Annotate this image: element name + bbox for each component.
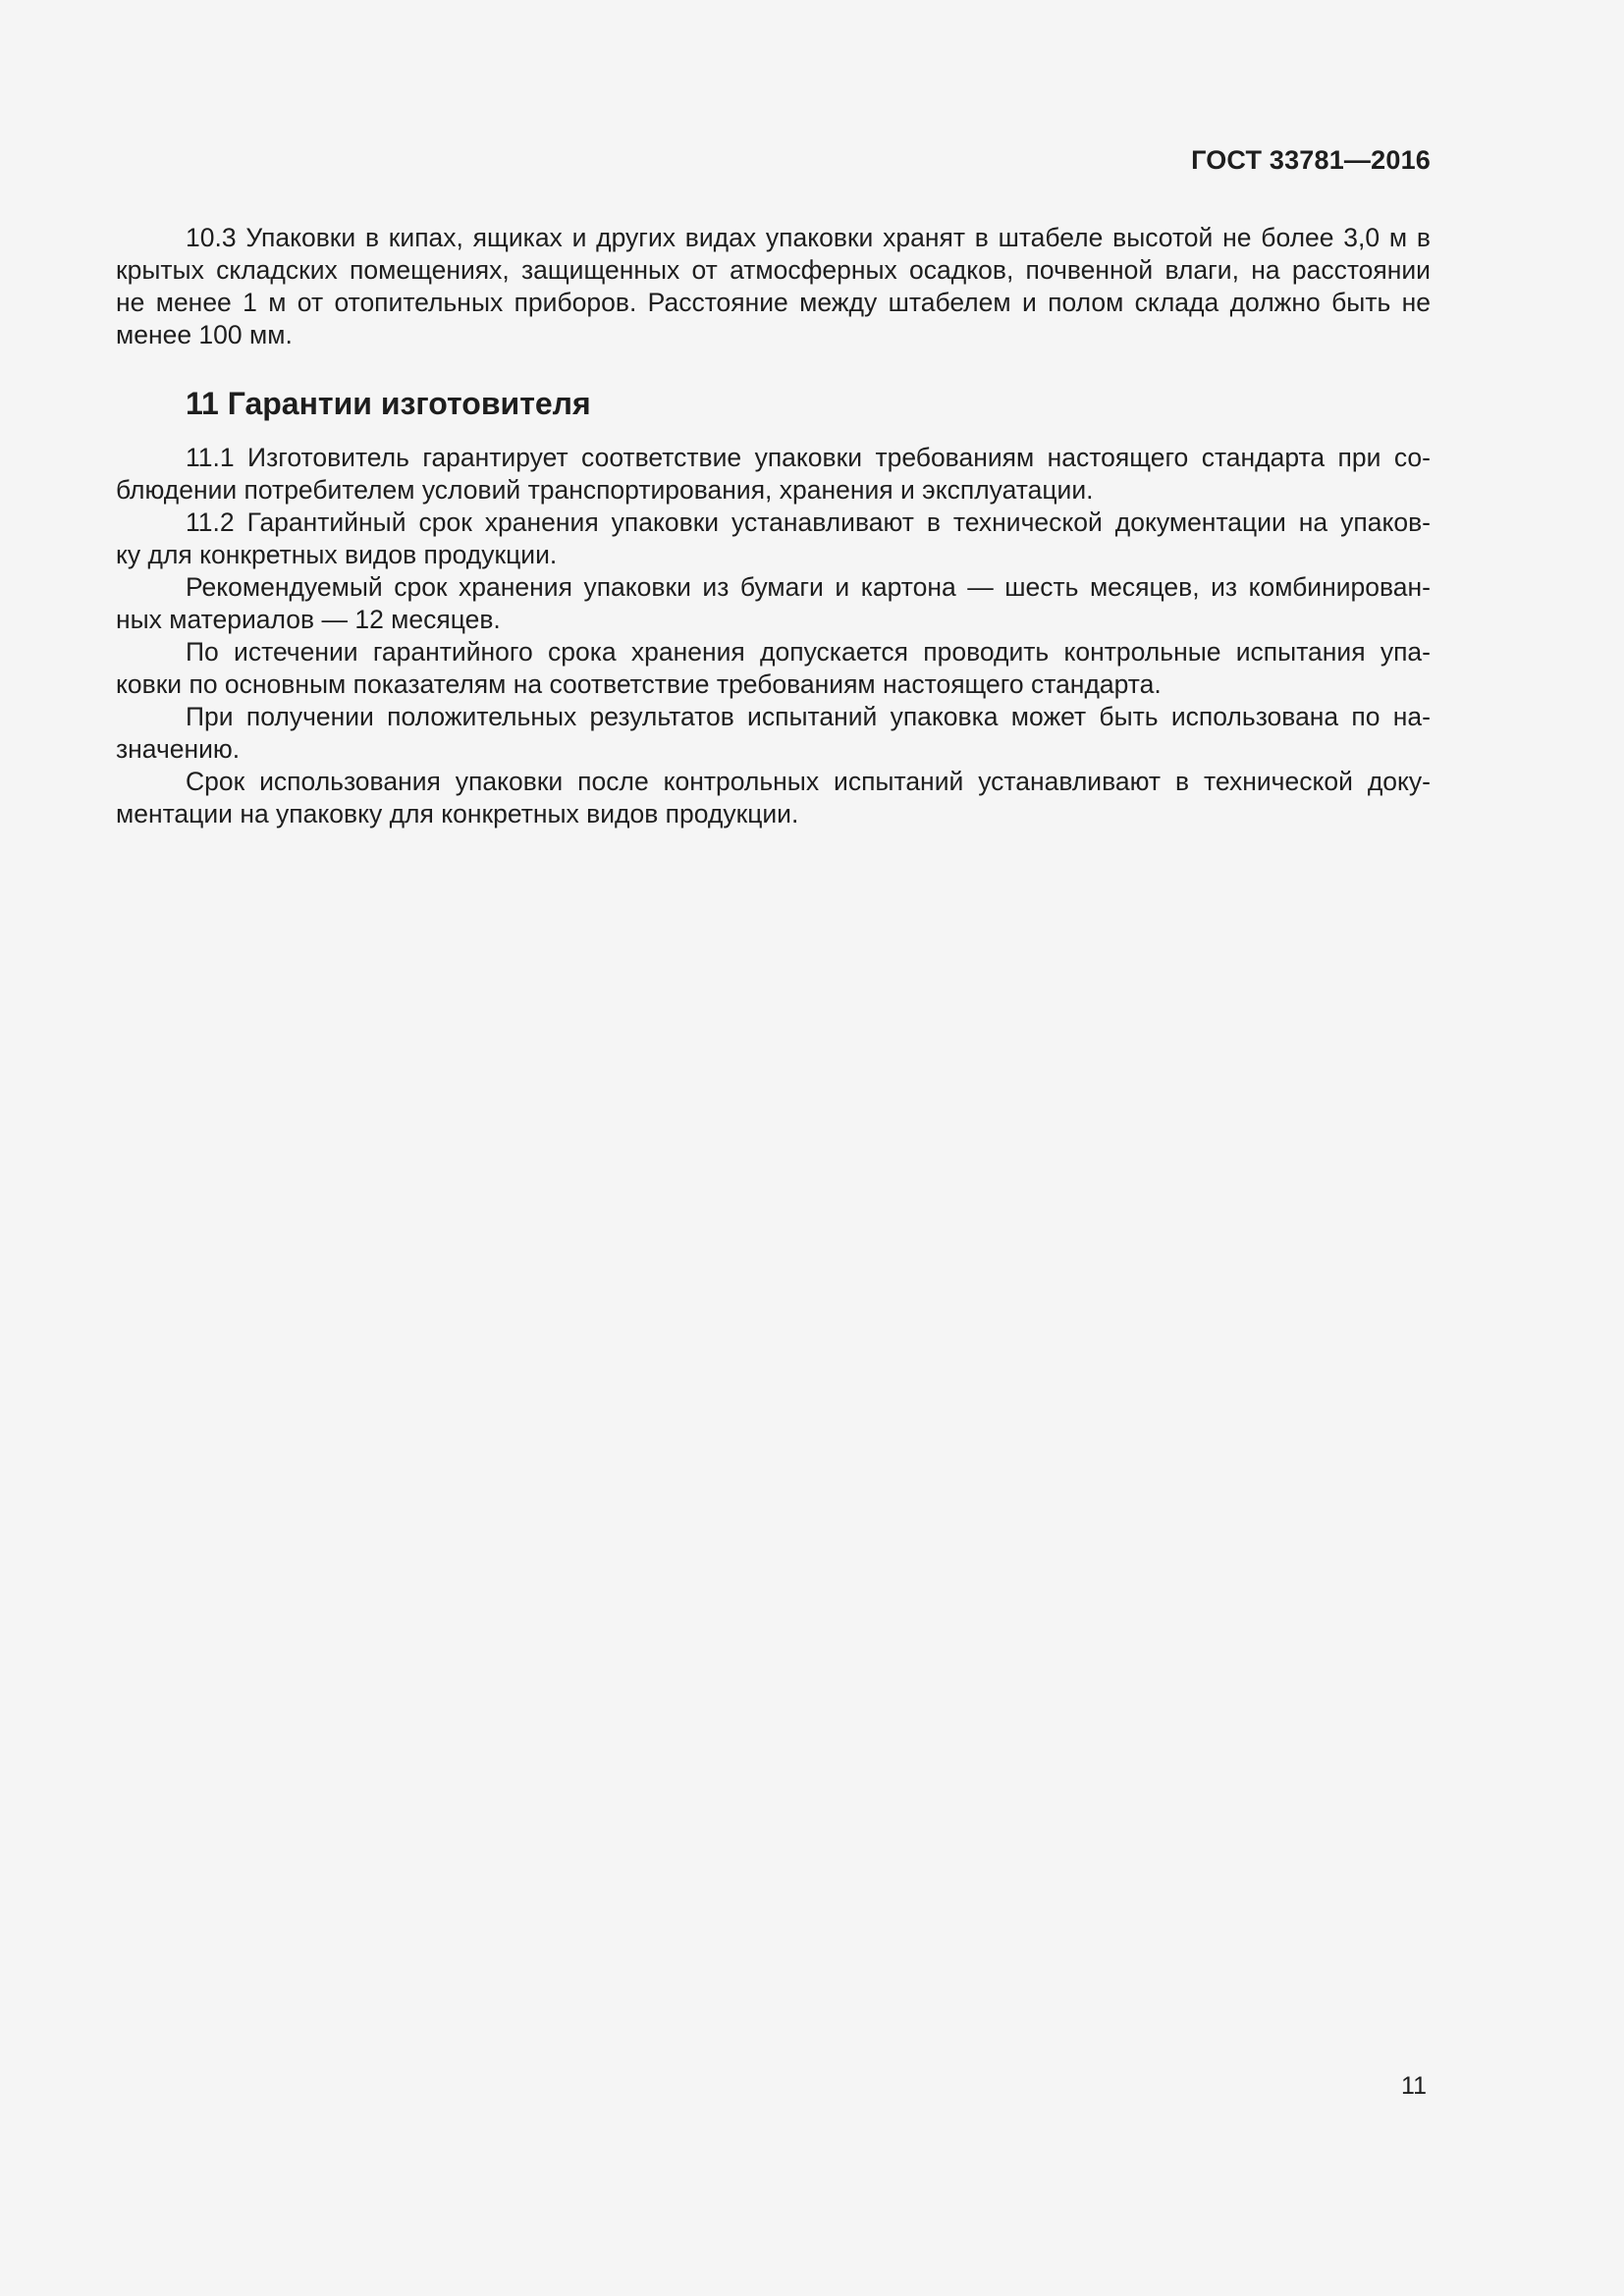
text-line: 11.1 Изготовитель гарантирует соответствие упаковки требованиям настоящего стандарта при со- (186, 443, 1431, 472)
paragraph-positive-results (116, 701, 1431, 766)
text-line: значению. (116, 734, 241, 764)
text-line: ковки по основным показателям на соответствие требованиям настоящего стандарта. (116, 669, 1162, 699)
page-number: 11 (1401, 2072, 1427, 2100)
paragraph-11-2 (116, 507, 1431, 571)
paragraph-11-1 (116, 442, 1431, 507)
text-line: Рекомендуемый срок хранения упаковки из бумаги и картона — шесть месяцев, из комбинирован- (186, 572, 1431, 602)
text-line: не менее 1 м от отопительных приборов. Расстояние между штабелем и полом склада должно быть не (116, 288, 1431, 317)
paragraph-usage-term (116, 766, 1431, 830)
paragraph-recommended-term (116, 571, 1431, 636)
text-line: Срок использования упаковки после контрольных испытаний устанавливают в технической доку- (186, 767, 1431, 796)
paragraph-expiry-testing (116, 636, 1431, 701)
text-line: крытых складских помещениях, защищенных от атмосферных осадков, почвенной влаги, на расстоянии (116, 255, 1431, 285)
paragraph-10-3 (116, 222, 1431, 351)
text-line: ных материалов — 12 месяцев. (116, 605, 501, 634)
document-body (116, 222, 1431, 830)
text-line: 10.3 Упаковки в кипах, ящиках и других видах упаковки хранят в штабеле высотой не более 3,0 м в (186, 223, 1431, 252)
text-line: 11.2 Гарантийный срок хранения упаковки устанавливают в технической документации на упаков- (186, 507, 1431, 537)
text-line: блюдении потребителем условий транспортирования, хранения и эксплуатации. (116, 475, 1094, 505)
text-line: По истечении гарантийного срока хранения допускается проводить контрольные испытания упа- (186, 637, 1431, 667)
text-line: ментации на упаковку для конкретных видов продукции. (116, 799, 799, 828)
text-line: При получении положительных результатов испытаний упаковка может быть использована по на- (186, 702, 1431, 731)
document-code: ГОСТ 33781—2016 (1191, 145, 1431, 175)
text-line: ку для конкретных видов продукции. (116, 540, 558, 569)
section-title-11: 11 Гарантии изготовителя (186, 386, 591, 421)
text-line: менее 100 мм. (116, 320, 293, 349)
